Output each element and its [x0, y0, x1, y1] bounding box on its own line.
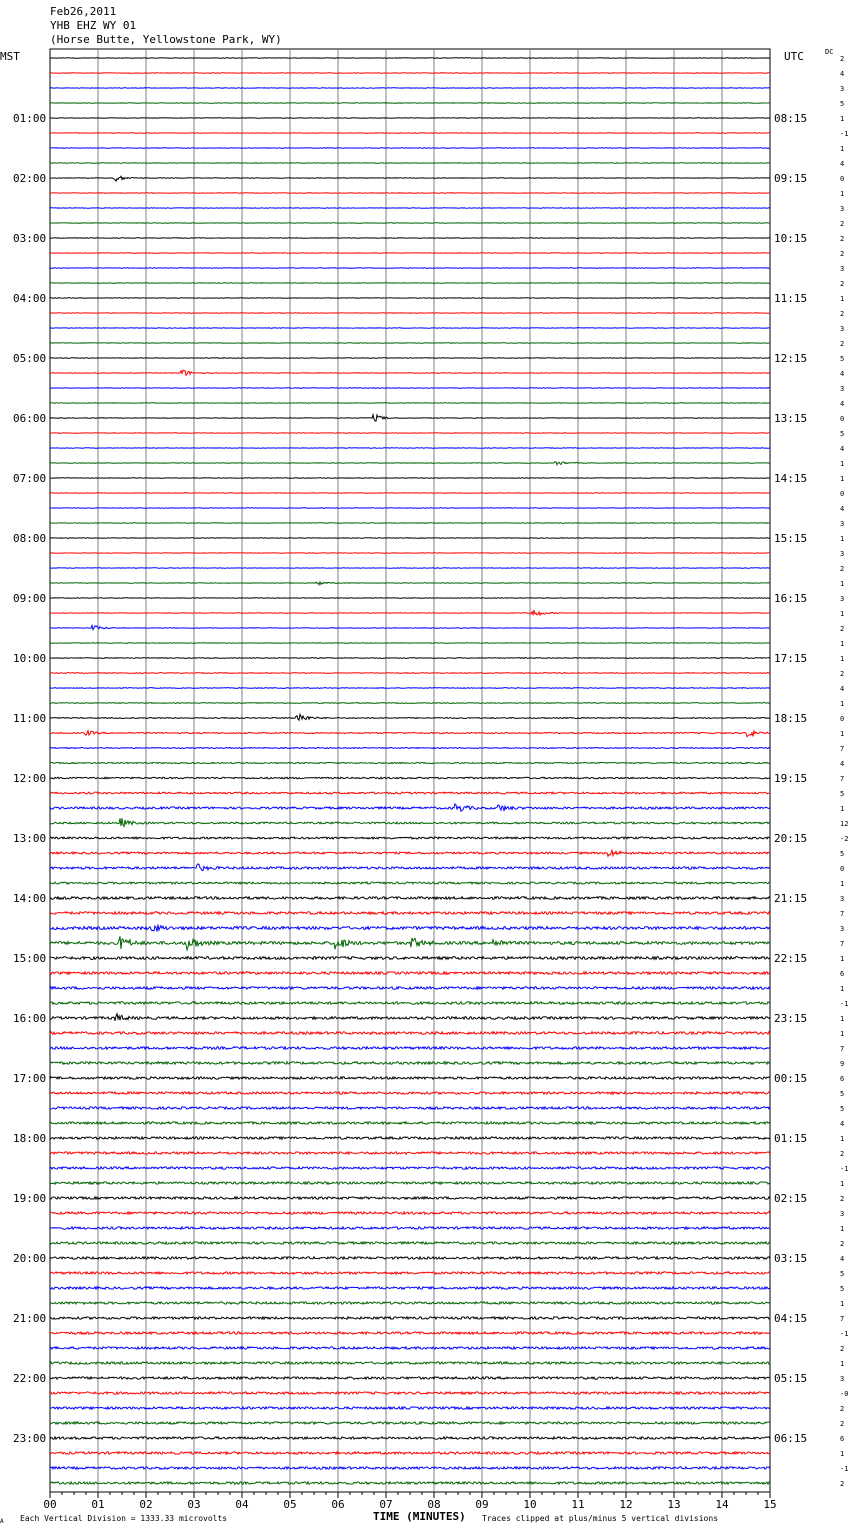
seismic-trace	[50, 1137, 770, 1139]
hour-label-left: 05:00	[13, 352, 47, 365]
dc-offset-value: 3	[840, 1210, 845, 1218]
seismic-trace	[50, 73, 770, 74]
seismic-trace	[50, 313, 770, 314]
dc-offset-value: 6	[840, 1435, 845, 1443]
seismic-trace	[50, 714, 770, 720]
location-title: (Horse Butte, Yellowstone Park, WY)	[50, 33, 282, 46]
seismic-trace	[50, 1047, 770, 1050]
seismic-trace	[50, 1077, 770, 1079]
dc-offset-value: 7	[840, 1315, 845, 1323]
seismic-trace	[50, 538, 770, 539]
seismic-trace	[50, 1422, 770, 1424]
dc-offset-value: 4	[840, 70, 845, 78]
seismic-trace	[50, 1347, 770, 1349]
seismic-trace	[50, 1362, 770, 1364]
dc-offset-value: 1	[840, 985, 845, 993]
seismic-trace	[50, 1002, 770, 1005]
dc-offset-value: 1	[840, 1030, 845, 1038]
x-axis-label: TIME (MINUTES)	[373, 1510, 466, 1523]
x-tick-label: 11	[571, 1498, 585, 1511]
dc-offset-value: -1	[840, 1465, 849, 1473]
seismic-trace	[50, 1452, 770, 1454]
seismic-trace	[50, 792, 770, 794]
seismic-trace	[50, 462, 770, 465]
seismic-trace	[50, 253, 770, 254]
hour-label-left: 20:00	[13, 1252, 47, 1265]
dc-offset-value: 2	[840, 340, 845, 348]
dc-offset-value: 6	[840, 970, 845, 978]
seismic-trace	[50, 148, 770, 149]
hour-label-right: 08:15	[774, 112, 808, 125]
seismic-trace	[50, 433, 770, 434]
seismic-trace	[50, 1107, 770, 1109]
dc-offset-value: -1	[840, 1000, 849, 1008]
dc-offset-value: 1	[840, 640, 845, 648]
hour-label-left: 11:00	[13, 712, 47, 725]
dc-offset-value: 2	[840, 1150, 845, 1158]
seismic-trace	[50, 987, 770, 990]
hour-label-right: 16:15	[774, 592, 808, 605]
dc-offset-value: 6	[840, 1075, 845, 1083]
hour-label-right: 18:15	[774, 712, 808, 725]
seismic-trace	[50, 1092, 770, 1094]
dc-offset-value: 3	[840, 85, 845, 93]
seismic-trace	[50, 415, 770, 421]
dc-offset-value: 5	[840, 1090, 845, 1098]
dc-offset-value: 1	[840, 1300, 845, 1308]
dc-offset-value: 4	[840, 400, 845, 408]
hour-label-left: 10:00	[13, 652, 47, 665]
dc-offset-value: 1	[840, 1135, 845, 1143]
hour-label-left: 15:00	[13, 952, 47, 965]
hour-label-right: 17:15	[774, 652, 808, 665]
hour-label-left: 19:00	[13, 1192, 47, 1205]
dc-offset-value: 3	[840, 595, 845, 603]
seismic-trace	[50, 673, 770, 674]
x-tick-label: 12	[619, 1498, 633, 1511]
dc-offset-value: 1	[840, 535, 845, 543]
dc-offset-value: 3	[840, 265, 845, 273]
dc-offset-value: 1	[840, 190, 845, 198]
seismic-trace	[50, 298, 770, 299]
seismic-trace	[50, 1302, 770, 1304]
dc-offset-value: 4	[840, 1255, 845, 1263]
seismic-trace	[50, 478, 770, 479]
dc-offset-value: 1	[840, 1015, 845, 1023]
dc-offset-value: 4	[840, 370, 845, 378]
seismic-trace	[50, 925, 770, 932]
dc-offset-value: 12	[840, 820, 849, 828]
x-tick-label: 10	[523, 1498, 537, 1511]
dc-offset-value: 2	[840, 1480, 845, 1488]
x-tick-label: 09	[475, 1498, 489, 1511]
dc-offset-value: 1	[840, 580, 845, 588]
seismic-trace	[50, 1182, 770, 1184]
scale-note: Each Vertical Division = 1333.33 microvolts	[20, 1514, 228, 1523]
dc-offset-value: 1	[840, 1450, 845, 1458]
seismic-trace	[50, 1332, 770, 1334]
plot-frame	[50, 49, 770, 1492]
seismic-trace	[50, 268, 770, 269]
hour-label-left: 14:00	[13, 892, 47, 905]
left-timezone-label: MST	[0, 50, 20, 63]
seismic-trace	[50, 936, 770, 950]
seismic-trace	[50, 1167, 770, 1169]
hour-label-right: 14:15	[774, 472, 808, 485]
seismic-trace	[50, 193, 770, 194]
seismic-trace	[50, 643, 770, 644]
seismic-trace	[50, 912, 770, 915]
dc-offset-value: 7	[840, 940, 845, 948]
dc-offset-value: 3	[840, 520, 845, 528]
seismic-trace	[50, 370, 770, 375]
dc-offset-value: 9	[840, 1060, 845, 1068]
seismic-trace	[50, 1122, 770, 1124]
seismic-trace	[50, 957, 770, 960]
seismic-trace	[50, 208, 770, 209]
seismic-trace	[50, 176, 770, 181]
hour-label-left: 17:00	[13, 1072, 47, 1085]
hour-label-right: 10:15	[774, 232, 808, 245]
hour-label-left: 12:00	[13, 772, 47, 785]
hour-label-right: 19:15	[774, 772, 808, 785]
dc-offset-value: 7	[840, 1045, 845, 1053]
hour-label-right: 01:15	[774, 1132, 808, 1145]
seismic-trace	[50, 777, 770, 779]
dc-offset-value: 4	[840, 445, 845, 453]
dc-offset-value: 4	[840, 1120, 845, 1128]
dc-offset-value: -2	[840, 835, 849, 843]
seismic-trace	[50, 762, 770, 763]
dc-offset-value: 0	[840, 490, 845, 498]
dc-offset-value: 2	[840, 250, 845, 258]
seismic-trace	[50, 972, 770, 975]
dc-offset-value: 5	[840, 355, 845, 363]
seismic-trace	[50, 850, 770, 856]
date-title: Feb26,2011	[50, 5, 117, 18]
x-tick-label: 02	[139, 1498, 153, 1511]
dc-offset-value: 1	[840, 1225, 845, 1233]
dc-offset-value: 5	[840, 1270, 845, 1278]
x-tick-label: 05	[283, 1498, 297, 1511]
x-tick-label: 00	[43, 1498, 57, 1511]
seismic-trace	[50, 804, 770, 811]
seismic-trace	[50, 897, 770, 900]
seismic-trace	[50, 568, 770, 569]
seismic-trace	[50, 1197, 770, 1199]
seismic-trace	[50, 103, 770, 104]
dc-offset-value: 1	[840, 145, 845, 153]
seismic-trace	[50, 238, 770, 239]
dc-offset-value: 1	[840, 610, 845, 618]
dc-offset-value: 7	[840, 775, 845, 783]
seismic-trace	[50, 343, 770, 344]
seismic-trace	[50, 388, 770, 389]
hour-label-right: 15:15	[774, 532, 808, 545]
hour-label-left: 09:00	[13, 592, 47, 605]
seismic-trace	[50, 133, 770, 134]
dc-offset-value: 2	[840, 55, 845, 63]
hour-label-left: 02:00	[13, 172, 47, 185]
dc-offset-value: 3	[840, 895, 845, 903]
hour-label-right: 05:15	[774, 1372, 808, 1385]
hour-label-left: 07:00	[13, 472, 47, 485]
seismic-trace	[50, 1467, 770, 1469]
dc-offset-value: 2	[840, 565, 845, 573]
seismic-trace	[50, 118, 770, 119]
dc-offset-value: 1	[840, 295, 845, 303]
right-timezone-label: UTC	[784, 50, 804, 63]
dc-offset-value: 5	[840, 1285, 845, 1293]
dc-offset-value: 4	[840, 685, 845, 693]
corner-mark: A	[0, 1518, 4, 1525]
seismic-trace	[50, 703, 770, 704]
dc-offset-value: 5	[840, 1105, 845, 1113]
hour-label-right: 06:15	[774, 1432, 808, 1445]
hour-label-right: 23:15	[774, 1012, 808, 1025]
seismic-trace	[50, 1227, 770, 1229]
seismic-trace	[50, 223, 770, 224]
hour-label-right: 13:15	[774, 412, 808, 425]
dc-offset-value: 2	[840, 220, 845, 228]
x-tick-label: 07	[379, 1498, 393, 1511]
dc-offset-value: 1	[840, 460, 845, 468]
hour-label-left: 08:00	[13, 532, 47, 545]
hour-label-right: 03:15	[774, 1252, 808, 1265]
seismic-trace	[50, 610, 770, 615]
x-tick-label: 14	[715, 1498, 729, 1511]
dc-offset-value: 1	[840, 1180, 845, 1188]
dc-offset-value: 4	[840, 760, 845, 768]
clipping-note: Traces clipped at plus/minus 5 vertical divisions	[482, 1514, 719, 1523]
dc-offset-value: 1	[840, 475, 845, 483]
x-tick-label: 03	[187, 1498, 201, 1511]
dc-offset-value: 5	[840, 850, 845, 858]
dc-offset-value: 1	[840, 700, 845, 708]
seismic-trace	[50, 1212, 770, 1214]
dc-offset-value: 3	[840, 205, 845, 213]
seismic-trace	[50, 658, 770, 659]
seismic-trace	[50, 58, 770, 59]
dc-offset-value: 2	[840, 1240, 845, 1248]
seismic-trace	[50, 837, 770, 839]
x-tick-label: 08	[427, 1498, 441, 1511]
x-tick-label: 13	[667, 1498, 681, 1511]
hour-label-left: 03:00	[13, 232, 47, 245]
dc-offset-value: 2	[840, 1420, 845, 1428]
seismic-trace	[50, 1062, 770, 1065]
dc-offset-value: 5	[840, 100, 845, 108]
hour-label-left: 22:00	[13, 1372, 47, 1385]
dc-offset-value: 2	[840, 310, 845, 318]
seismic-trace	[50, 448, 770, 449]
seismic-trace	[50, 625, 770, 629]
seismic-trace	[50, 1014, 770, 1021]
hour-label-left: 13:00	[13, 832, 47, 845]
seismic-trace	[50, 1407, 770, 1409]
seismic-trace	[50, 688, 770, 689]
seismic-trace	[50, 731, 770, 737]
x-tick-label: 06	[331, 1498, 345, 1511]
dc-offset-value: 3	[840, 325, 845, 333]
seismic-trace	[50, 882, 770, 884]
hour-label-right: 00:15	[774, 1072, 808, 1085]
station-title: YHB EHZ WY 01	[50, 19, 137, 32]
seismic-trace	[50, 582, 770, 585]
hour-label-right: 11:15	[774, 292, 808, 305]
hour-label-right: 04:15	[774, 1312, 808, 1325]
dc-offset-value: 0	[840, 175, 845, 183]
dc-offset-value: -1	[840, 130, 849, 138]
hour-label-left: 21:00	[13, 1312, 47, 1325]
dc-offset-value: 1	[840, 955, 845, 963]
dc-offset-value: -1	[840, 1165, 849, 1173]
hour-label-right: 12:15	[774, 352, 808, 365]
dc-offset-value: 0	[840, 715, 845, 723]
hour-label-left: 23:00	[13, 1432, 47, 1445]
seismic-trace	[50, 1437, 770, 1439]
hour-label-left: 18:00	[13, 1132, 47, 1145]
seismic-trace	[50, 553, 770, 554]
seismic-trace	[50, 1392, 770, 1394]
x-tick-label: 01	[91, 1498, 105, 1511]
dc-offset-value: 7	[840, 910, 845, 918]
dc-offset-value: 2	[840, 280, 845, 288]
dc-offset-value: 5	[840, 790, 845, 798]
seismic-trace	[50, 358, 770, 359]
dc-offset-value: 3	[840, 385, 845, 393]
seismic-trace	[50, 88, 770, 89]
seismic-trace	[50, 283, 770, 284]
dc-offset-value: 1	[840, 115, 845, 123]
dc-offset-value: -1	[840, 1330, 849, 1338]
seismic-trace	[50, 1377, 770, 1379]
dc-column-label: DC	[825, 48, 834, 56]
dc-offset-value: 2	[840, 1345, 845, 1353]
dc-offset-value: 2	[840, 235, 845, 243]
seismic-trace	[50, 328, 770, 329]
dc-offset-value: 1	[840, 1360, 845, 1368]
hour-label-right: 22:15	[774, 952, 808, 965]
dc-offset-value: -0	[840, 1390, 849, 1398]
seismic-trace	[50, 1152, 770, 1154]
seismic-trace	[50, 598, 770, 599]
seismic-trace	[50, 1317, 770, 1319]
hour-label-left: 06:00	[13, 412, 47, 425]
seismic-trace	[50, 748, 770, 749]
hour-label-right: 21:15	[774, 892, 808, 905]
hour-label-right: 09:15	[774, 172, 808, 185]
dc-offset-value: 4	[840, 505, 845, 513]
seismic-trace	[50, 1257, 770, 1259]
dc-offset-value: 2	[840, 670, 845, 678]
dc-offset-value: 0	[840, 865, 845, 873]
x-tick-label: 15	[763, 1498, 777, 1511]
seismic-trace	[50, 163, 770, 164]
dc-offset-value: 2	[840, 1195, 845, 1203]
dc-offset-value: 1	[840, 655, 845, 663]
seismic-trace	[50, 1242, 770, 1244]
seismic-trace	[50, 508, 770, 509]
seismic-trace	[50, 1287, 770, 1289]
dc-offset-value: 1	[840, 805, 845, 813]
hour-label-left: 04:00	[13, 292, 47, 305]
hour-label-left: 01:00	[13, 112, 47, 125]
seismic-trace	[50, 1032, 770, 1035]
dc-offset-value: 7	[840, 745, 845, 753]
seismic-trace	[50, 403, 770, 404]
seismic-trace	[50, 493, 770, 494]
dc-offset-value: 4	[840, 160, 845, 168]
seismic-trace	[50, 1482, 770, 1484]
seismic-trace	[50, 1272, 770, 1274]
hour-label-right: 02:15	[774, 1192, 808, 1205]
seismic-trace	[50, 864, 770, 871]
dc-offset-value: 3	[840, 1375, 845, 1383]
dc-offset-value: 1	[840, 880, 845, 888]
x-tick-label: 04	[235, 1498, 249, 1511]
dc-offset-value: 0	[840, 415, 845, 423]
hour-label-right: 20:15	[774, 832, 808, 845]
seismic-trace	[50, 523, 770, 524]
dc-offset-value: 3	[840, 925, 845, 933]
dc-offset-value: 3	[840, 550, 845, 558]
dc-offset-value: 1	[840, 730, 845, 738]
dc-offset-value: 5	[840, 430, 845, 438]
hour-label-left: 16:00	[13, 1012, 47, 1025]
dc-offset-value: 2	[840, 625, 845, 633]
seismic-trace	[50, 818, 770, 826]
dc-offset-value: 2	[840, 1405, 845, 1413]
